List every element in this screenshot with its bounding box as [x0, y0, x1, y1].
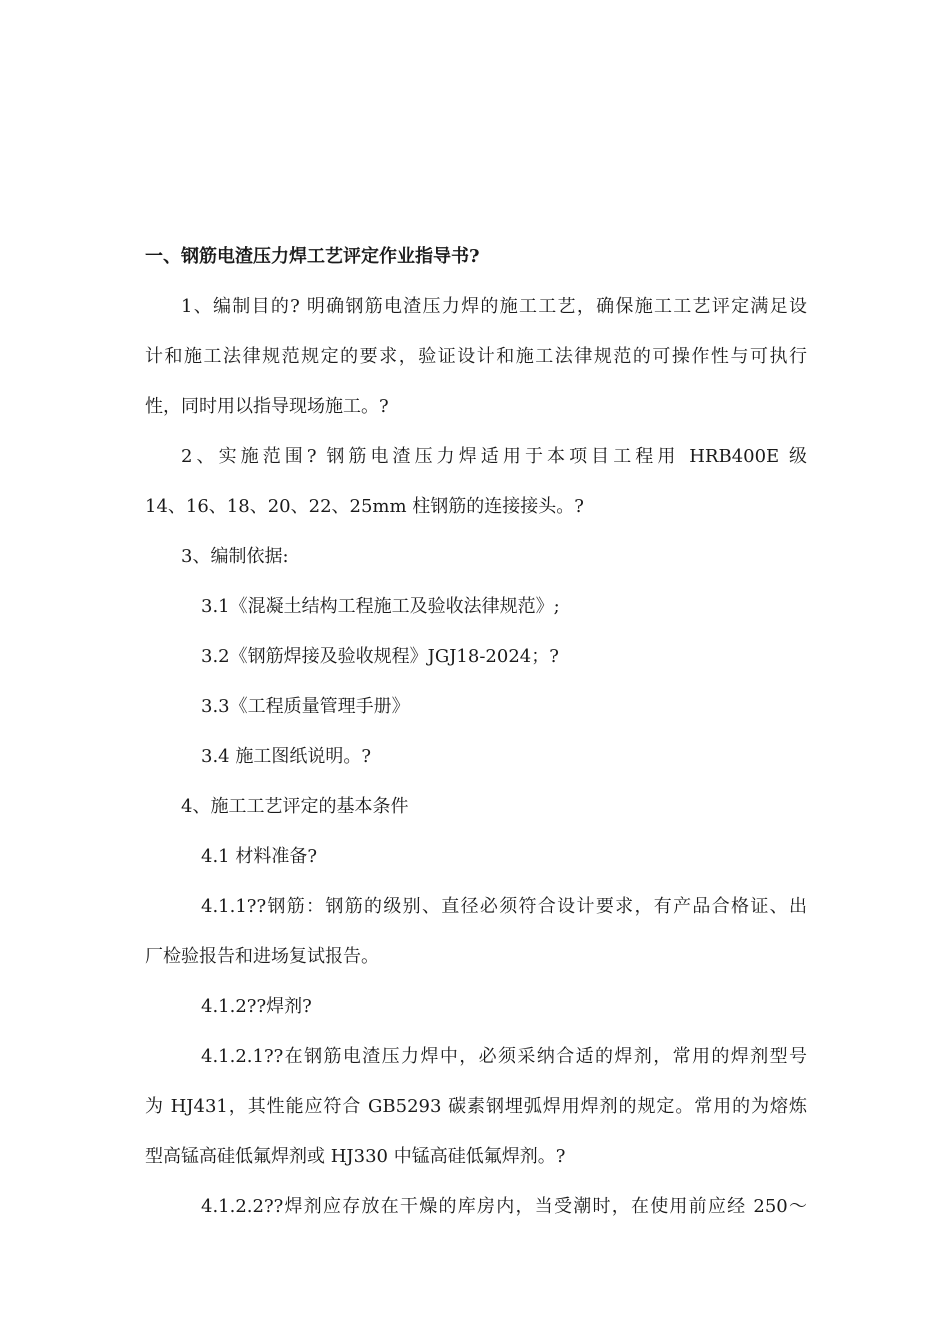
- reference-item: 3.4 施工图纸说明。?: [201, 746, 371, 767]
- paragraph-line: 厂检验报告和进场复试报告。: [145, 946, 379, 967]
- document-body: [145, 232, 807, 1232]
- paragraph-line: 性，同时用以指导现场施工。?: [145, 396, 389, 417]
- paragraph-line: 1、编制目的? 明确钢筋电渣压力焊的施工工艺，确保施工工艺评定满足设: [181, 296, 807, 317]
- paragraph-line: 4、施工工艺评定的基本条件: [181, 796, 409, 817]
- paragraph-line: 4.1.2.2??焊剂应存放在干燥的库房内，当受潮时，在使用前应经 250～: [201, 1196, 807, 1217]
- paragraph-line: 为 HJ431，其性能应符合 GB5293 碳素钢埋弧焊用焊剂的规定。常用的为熔炼: [145, 1096, 807, 1117]
- reference-item: 3.2《钢筋焊接及验收规程》JGJ18-2024；?: [201, 646, 559, 667]
- paragraph-line: 型高锰高硅低氟焊剂或 HJ330 中锰高硅低氟焊剂。?: [145, 1146, 566, 1167]
- paragraph-line: 4.1.1??钢筋：钢筋的级别、直径必须符合设计要求，有产品合格证、出: [201, 896, 807, 917]
- paragraph-line: 3、编制依据:: [181, 546, 289, 567]
- paragraph-line: 4.1.2.1??在钢筋电渣压力焊中，必须采纳合适的焊剂，常用的焊剂型号: [201, 1046, 807, 1067]
- paragraph-line: 4.1 材料准备?: [201, 846, 317, 867]
- paragraph-line: 2、实施范围? 钢筋电渣压力焊适用于本项目工程用 HRB400E 级: [181, 446, 807, 467]
- reference-item: 3.3《工程质量管理手册》: [201, 696, 410, 717]
- paragraph-line: 4.1.2??焊剂?: [201, 996, 312, 1017]
- paragraph-line: 计和施工法律规范规定的要求，验证设计和施工法律规范的可操作性与可执行: [145, 346, 807, 367]
- paragraph-line: 14、16、18、20、22、25mm 柱钢筋的连接接头。?: [145, 496, 584, 517]
- section-heading: 一、钢筋电渣压力焊工艺评定作业指导书?: [145, 246, 480, 267]
- reference-item: 3.1《混凝土结构工程施工及验收法律规范》;: [201, 596, 560, 617]
